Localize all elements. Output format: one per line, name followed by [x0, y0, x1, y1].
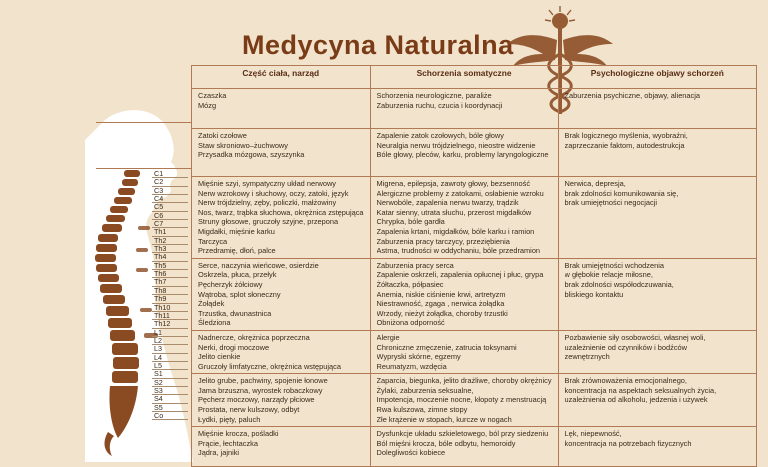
vertebra-label: Th11 — [152, 312, 188, 320]
somatic-cell — [370, 427, 558, 467]
cell-line: Dolegliwości kobiece — [376, 448, 446, 458]
vertebra-label: L5 — [152, 362, 188, 370]
psychological-cell — [558, 330, 756, 373]
table-row — [192, 89, 757, 129]
vertebra-label: L4 — [152, 354, 188, 362]
vertebra-label: S2 — [152, 379, 188, 387]
cell-line: Astma, trudności w oddychaniu, bóle przedramion — [376, 246, 541, 256]
cell-line: Żołądek — [198, 299, 225, 309]
cell-line: Neuralgia nerwu trójdzielnego, nieostre widzenie — [376, 140, 536, 150]
body-part-cell — [192, 129, 371, 177]
cell-line: bliskiego kontaktu — [564, 289, 624, 299]
cell-line: Zapalenie zatok czołowych, bóle głowy — [376, 131, 504, 140]
body-part-cell — [192, 427, 371, 467]
cell-line: uzależnienie od czynników i bodźców — [564, 342, 687, 352]
cell-line: Wątroba, splot słoneczny — [198, 289, 281, 299]
cell-line: Niestrawność, zgaga , nerwica żołądka — [376, 299, 505, 309]
cell-line: Pęcherz moczowy, narządy płciowe — [198, 395, 315, 405]
vertebra-label: C6 — [152, 212, 188, 220]
psychological-cell — [558, 177, 756, 259]
cell-line: Schorzenia neurologiczne, paraliże — [376, 91, 492, 100]
vertebra-label: C4 — [152, 195, 188, 203]
cell-line: Prostata, nerw kulszowy, odbyt — [198, 405, 300, 415]
vertebra-label: S3 — [152, 387, 188, 395]
cell-line: koncentracja na potrzebach fizycznych — [564, 438, 692, 448]
cell-line: Alergiczne problemy z zatokami, osłabienie wzroku — [376, 188, 544, 198]
body-part-cell — [192, 330, 371, 373]
cell-line: Jelito grube, pachwiny, spojenie łonowe — [198, 376, 328, 386]
vertebra-label: S4 — [152, 395, 188, 403]
table-row — [192, 427, 757, 467]
cell-line: Wrzody, nieżyt żołądka, choroby trzustki — [376, 308, 508, 318]
vertebra-label: Th3 — [152, 245, 188, 253]
table-row — [192, 374, 757, 427]
cell-line: brak zdolności współodczuwania, — [564, 279, 674, 289]
cell-line: Zaburzenia pracy serca — [376, 260, 454, 270]
cell-line: Jelito cienkie — [198, 352, 241, 362]
cell-line: Zapalenia krtani, migdałków, bóle karku i ramion — [376, 226, 535, 236]
vertebra-label: Th8 — [152, 287, 188, 295]
cell-line: brak zdolności komunikowania się, — [564, 188, 679, 198]
table-row — [192, 177, 757, 259]
cell-line: Jądra, jajniki — [198, 448, 240, 458]
vertebra-label: C3 — [152, 187, 188, 195]
symptoms-table — [191, 65, 757, 467]
vertebra-label: C7 — [152, 220, 188, 228]
cell-line: Przedramię, dłoń, palce — [198, 246, 276, 256]
somatic-cell — [370, 330, 558, 373]
psychological-cell — [558, 258, 756, 330]
vertebra-label: Th12 — [152, 320, 188, 328]
cell-line: Wypryski skórne, egzemy — [376, 352, 461, 362]
header-somatic: Schorzenia somatyczne — [370, 66, 558, 89]
vertebra-label: C5 — [152, 203, 188, 211]
psychological-cell — [558, 374, 756, 427]
vertebra-label: Th1 — [152, 228, 188, 236]
cell-line: koncentracja na aspektach seksualnych życia, — [564, 385, 717, 395]
cell-line: Zatoki czołowe — [198, 131, 247, 140]
cell-line: Zaparcia, biegunka, jelito drażliwe, choroby okrężnicy — [376, 376, 552, 386]
table-row — [192, 129, 757, 177]
cell-line: Reumatyzm, wzdęcia — [376, 361, 447, 371]
cell-line: Alergie — [376, 332, 400, 342]
cell-line: w głębokie relacje miłosne, — [564, 270, 653, 280]
cell-line: Impotencja, moczenie nocne, kłopoty z menstruacją — [376, 395, 547, 405]
body-part-cell — [192, 89, 371, 129]
table-row — [192, 258, 757, 330]
cell-line: uzależnienia od alkoholu, jedzenia i używek — [564, 395, 708, 405]
cell-line: Mięśnie szyi, sympatyczny układ nerwowy — [198, 179, 337, 188]
cell-line: Śledziona — [198, 318, 231, 328]
cell-line: Lęk, niepewność, — [564, 429, 622, 439]
cell-line: Anemia, niskie ciśnienie krwi, artretyzm — [376, 289, 506, 299]
cell-line: Staw skroniowo–żuchwowy — [198, 140, 288, 150]
cell-line: Zaburzenia pracy tarczycy, przeziębienia — [376, 236, 510, 246]
cell-line: Żółtaczka, półpasiec — [376, 279, 444, 289]
cell-line: Nerw trójdzielny, zęby, policzki, małżowiny — [198, 198, 337, 208]
somatic-cell — [370, 89, 558, 129]
cell-line: Bóle głowy, pleców, karku, problemy laryngologiczne — [376, 150, 549, 160]
vertebra-label: Co — [152, 412, 188, 420]
vertebra-label: C2 — [152, 178, 188, 186]
vertebra-label: Th5 — [152, 262, 188, 270]
psychological-cell — [558, 129, 756, 177]
cell-line: Migrena, epilepsja, zawroty głowy, bezsenność — [376, 179, 531, 188]
vertebra-label: L3 — [152, 345, 188, 353]
page-title: Medycyna Naturalna — [242, 30, 514, 60]
cell-line: brak umiejętności negocjacji — [564, 198, 657, 208]
cell-line: Jama brzuszna, wyrostek robaczkowy — [198, 385, 323, 395]
cell-line: Gruczoły limfatyczne, okrężnica wstępująca — [198, 361, 341, 371]
table-row — [192, 330, 757, 373]
cell-line: Zapalenie oskrzeli, zapalenia opłucnej i płuc, grypa — [376, 270, 544, 280]
cell-line: Serce, naczynia wieńcowe, osierdzie — [198, 260, 319, 270]
vertebra-label: L1 — [152, 329, 188, 337]
somatic-cell — [370, 374, 558, 427]
cell-line: Chroniczne zmęczenie, zatrucia toksynami — [376, 342, 517, 352]
body-part-cell — [192, 177, 371, 259]
cell-line: Mózg — [198, 100, 217, 110]
vertebra-label: Th10 — [152, 304, 188, 312]
vertebra-label: C1 — [152, 170, 188, 178]
cell-line: Nos, twarz, trąbka słuchowa, okrężnica zstępująca — [198, 207, 364, 217]
cell-line: Złe krążenie w stopach, kurcze w nogach — [376, 414, 512, 424]
cell-line: Zaburzenia ruchu, czucia i koordynacji — [376, 100, 503, 110]
cell-line: Katar sienny, utrata słuchu, przerost migdałków — [376, 207, 532, 217]
cell-line: Prącie, łechtaczka — [198, 438, 258, 448]
cell-line: Pęcherzyk żółciowy — [198, 279, 263, 289]
cell-line: Czaszka — [198, 91, 227, 100]
cell-line: Pozbawienie siły osobowości, własnej woli, — [564, 332, 706, 342]
vertebra-label: Th4 — [152, 253, 188, 261]
cell-line: Zaburzenia psychiczne, objawy, alienacja — [564, 91, 700, 100]
cell-line: Łydki, pięty, paluch — [198, 414, 261, 424]
cell-line: Nadnercze, okrężnica poprzeczna — [198, 332, 310, 342]
vertebra-label: S5 — [152, 404, 188, 412]
cell-line: Nerw wzrokowy i słuchowy, oczy, zatoki, język — [198, 188, 349, 198]
cell-line: Struny głosowe, gruczoły szyjne, przepona — [198, 217, 339, 227]
body-part-cell — [192, 374, 371, 427]
cell-line: Mięśnie krocza, pośladki — [198, 429, 279, 439]
cell-line: Nerwobóle, zapalenia nerwu twarzy, trądzik — [376, 198, 519, 208]
cell-line: Obniżona odporność — [376, 318, 445, 328]
cell-line: Brak umiejętności wchodzenia — [564, 260, 664, 270]
body-part-cell — [192, 258, 371, 330]
cell-line: Chrypka, bóle gardła — [376, 217, 445, 227]
cell-line: Brak zrównoważenia emocjonalnego, — [564, 376, 687, 386]
cell-line: Ból mięśni krocza, bóle odbytu, hemoroidy — [376, 438, 516, 448]
cell-line: Migdałki, mięśnie karku — [198, 226, 275, 236]
cell-line: zewnętrznych — [564, 352, 610, 362]
vertebra-label: Th9 — [152, 295, 188, 303]
cell-line: zaprzeczanie faktom, autodestrukcja — [564, 140, 685, 150]
cell-line: Oskrzela, płuca, przełyk — [198, 270, 277, 280]
cell-line: Nerwica, depresja, — [564, 179, 626, 188]
cell-line: Trzustka, dwunastnica — [198, 308, 272, 318]
vertebra-label: L2 — [152, 337, 188, 345]
vertebra-label: Th6 — [152, 270, 188, 278]
vertebra-label: Th2 — [152, 237, 188, 245]
cell-line: Nerki, drogi moczowe — [198, 342, 270, 352]
table-header-row — [192, 66, 757, 89]
cell-line: Brak logicznego myślenia, wyobraźni, — [564, 131, 688, 140]
psychological-cell — [558, 89, 756, 129]
cell-line: Żylaki, zaburzenia seksualne, — [376, 385, 474, 395]
cell-line: Dysfunkcje układu szkieletowego, ból przy siedzeniu — [376, 429, 549, 439]
somatic-cell — [370, 129, 558, 177]
vertebrae-labels — [152, 170, 188, 420]
cell-line: Rwa kulszowa, zimne stopy — [376, 405, 468, 415]
psychological-cell — [558, 427, 756, 467]
header-psychological: Psychologiczne objawy schorzeń — [558, 66, 756, 89]
header-body-part: Część ciała, narząd — [192, 66, 371, 89]
vertebra-label: S1 — [152, 370, 188, 378]
somatic-cell — [370, 177, 558, 259]
somatic-cell — [370, 258, 558, 330]
vertebra-label: Th7 — [152, 278, 188, 286]
cell-line: Tarczyca — [198, 236, 228, 246]
cell-line: Przysadka mózgowa, szyszynka — [198, 150, 305, 160]
